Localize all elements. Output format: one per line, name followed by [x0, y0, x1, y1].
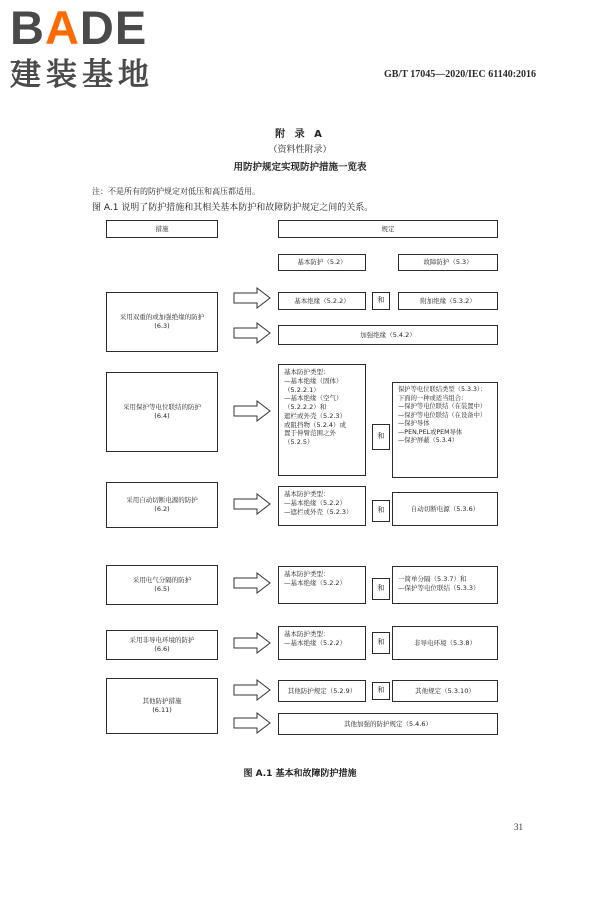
and-label: 和 [377, 432, 385, 441]
and-connector [372, 578, 390, 600]
measure-ref: (6.2) [154, 505, 170, 513]
and-connector [372, 424, 390, 450]
and-label: 和 [377, 686, 385, 695]
and-label: 和 [377, 638, 385, 647]
reinforced-provision-box [278, 325, 498, 345]
and-label: 和 [377, 584, 385, 593]
basic-provision-box: 基本防护类型： —基本绝缘（5.2.2） [278, 566, 366, 604]
and-label: 和 [377, 296, 385, 305]
measure-box-6-11 [106, 678, 218, 734]
measure-label: 采用双重的或加强绝缘的防护 [119, 313, 205, 322]
arrow-right-icon [233, 322, 271, 344]
and-label: 和 [377, 506, 385, 515]
basic-provision-box [278, 292, 366, 310]
logo-letters-de: DE [79, 1, 148, 54]
fault-provision-box [392, 626, 498, 660]
intro-text: 图 A.1 说明了防护措施和其相关基本防护和故障防护规定之间的关系。 [92, 203, 374, 213]
measure-ref: (6.5) [154, 585, 170, 593]
basic-provision-box: 基本防护类型： —基本绝缘（5.2.2） —遮栏或外壳（5.2.3） [278, 486, 366, 526]
fault-provision-box: 保护等电位联结类型（5.3.3）： 下面的一种或适当组合： —保护等电位联结（在装置中） —保护等电位联结（在设备中） —保护导体 —PEN,PEL或PEM导体 —保护屏蔽（5.3.4） [392, 382, 498, 478]
fault-provision-text: 非导电环境（5.3.8） [413, 638, 477, 647]
measure-label: 采用保护等电位联结的防护 [123, 403, 201, 412]
subheader-basic-label: 基本防护（5.2） [297, 258, 347, 267]
note-text: 注：不是所有的防护规定对低压和高压都适用。 [92, 187, 260, 196]
fault-provision-box [398, 292, 498, 310]
measure-box-6-5 [106, 565, 218, 605]
basic-provision-box: 基本防护类型： —基本绝缘（5.2.2） [278, 626, 366, 660]
arrow-right-icon [233, 572, 271, 594]
fault-provision-text: 自动切断电源（5.3.6） [410, 504, 480, 513]
fault-provision-box: 一简单分隔（5.3.7）和 —保护等电位联结（5.3.3） [392, 566, 498, 604]
basic-provision-text: 其他防护规定（5.2.9） [287, 686, 357, 695]
and-connector [372, 632, 390, 654]
subheader-fault-label: 故障防护（5.3） [423, 258, 473, 267]
enhanced-provision-box [278, 713, 498, 735]
measure-label: 采用非导电环境的防护 [129, 636, 195, 645]
basic-provision-box: 基本防护类型： —基本绝缘（固体） （5.2.2.1） —基本绝缘（空气） （5.2.2.2）和 遮栏或外壳（5.2.3） 或阻挡物（5.2.4）或 置于伸臂范围之外 （5.2.5） [278, 364, 366, 476]
fault-provision-text: 附加绝缘（5.3.2） [420, 296, 476, 305]
measure-label: 采用电气分隔的防护 [132, 576, 192, 585]
measure-box-6-6 [106, 630, 218, 660]
annex-type: （资料性附录） [268, 145, 332, 155]
figure-caption: 图 A.1 基本和故障防护措施 [243, 769, 357, 779]
basic-provision-text: 基本绝缘（5.2.2） [294, 296, 350, 305]
arrow-right-icon [233, 400, 271, 422]
reinforced-provision-text: 加强绝缘（5.4.2） [360, 330, 416, 339]
measure-ref: (6.6) [154, 645, 170, 653]
and-connector [372, 682, 390, 700]
arrow-right-icon [233, 493, 271, 515]
measure-box-6-2 [106, 482, 218, 528]
column-header-measures [106, 220, 218, 238]
standard-code: GB/T 17045—2020/IEC 61140:2016 [384, 69, 537, 80]
column-header-provisions-label: 规定 [381, 224, 395, 233]
fault-provision-box [392, 492, 498, 526]
enhanced-provision-text: 其他加强的防护规定（5.4.6） [343, 719, 433, 728]
logo-wordmark [10, 1, 148, 54]
fault-provision-text: 其他规定（5.3.10） [415, 686, 475, 695]
logo-cjk-text: 建装基地 [10, 57, 154, 93]
annex-heading: 用防护规定实现防护措施一览表 [233, 162, 367, 173]
subheader-fault-protection [398, 254, 498, 271]
arrow-right-icon [233, 632, 271, 654]
and-connector [372, 500, 390, 522]
measure-ref: (6.3) [154, 322, 170, 330]
measure-label: 其他防护措施 [142, 697, 182, 706]
column-header-measures-label: 措施 [155, 224, 169, 233]
subheader-basic-protection [278, 254, 366, 271]
logo-letter-b: B [10, 1, 45, 54]
arrow-right-icon [233, 712, 271, 734]
arrow-right-icon [233, 287, 271, 309]
measure-box-6-3 [106, 292, 218, 352]
measure-ref: (6.11) [152, 706, 172, 714]
logo-letter-a-accent: A [44, 1, 80, 54]
arrow-right-icon [233, 679, 271, 701]
column-header-provisions [278, 220, 498, 238]
measure-ref: (6.4) [154, 412, 170, 420]
basic-provision-box [278, 680, 366, 702]
annex-title: 附 录 A [275, 129, 325, 140]
fault-provision-box [392, 680, 498, 702]
and-connector [372, 292, 390, 310]
page-number: 31 [514, 822, 523, 832]
measure-label: 采用自动切断电源的防护 [126, 496, 198, 505]
measure-box-6-4 [106, 372, 218, 452]
